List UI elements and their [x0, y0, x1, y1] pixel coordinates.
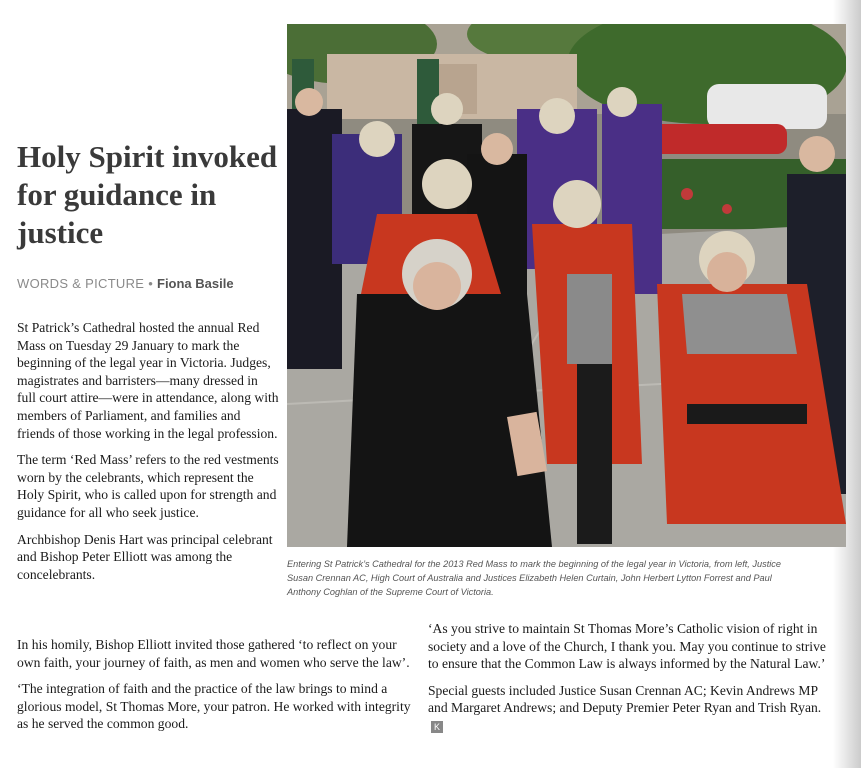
body-column-left — [17, 319, 279, 592]
article-headline: Holy Spirit invoked for guidance in justice — [17, 139, 278, 250]
body-paragraph — [428, 682, 828, 735]
body-paragraph: The term ‘Red Mass’ refers to the red vestments worn by the celebrants, which represent the Holy Spirit, who is called upon for strength and guidance for all who seek justice. — [17, 452, 279, 520]
photo-caption: Entering St Patrick’s Cathedral for the 2013 Red Mass to mark the beginning of the legal year in Victoria, from left, Justice Susan Crennan AC, High Court of Australia and Justices Elizabeth Helen Curtain, John Herbert Lytton Forrest and Paul Anthony Coghlan of the Supreme Court of Victoria. — [287, 559, 781, 597]
byline-label: WORDS & PICTURE — [17, 276, 145, 291]
byline-separator: • — [148, 276, 154, 291]
body-paragraph: ‘As you strive to maintain St Thomas More’s Catholic vision of right in society and a love of the Church, I thank you. May you continue to strive to ensure that the Common Law is always informed by the Natural Law.’ — [428, 621, 826, 672]
body-column-bottom-left — [17, 636, 412, 742]
body-paragraph: ‘The integration of faith and the practice of the law brings to mind a glorious model, St Thomas More, your patron. He worked with integrity as he served the common good. — [17, 681, 411, 732]
byline-author: Fiona Basile — [157, 276, 234, 291]
article-photo — [287, 24, 846, 547]
end-of-article-icon: K — [431, 721, 443, 733]
body-paragraph: St Patrick’s Cathedral hosted the annual Red Mass on Tuesday 29 January to mark the beginning of the legal year in Victoria. Judges, magistrates and barristers—many dressed in full court attire—were in attendance, along with members of Parliament, and families and friends of those working in the legal profession. — [17, 320, 279, 441]
procession-illustration — [287, 24, 846, 547]
body-column-bottom-right — [428, 620, 828, 744]
body-paragraph: In his homily, Bishop Elliott invited those gathered ‘to reflect on your own faith, your journey of faith, as men and women who serve the law’. — [17, 637, 410, 670]
body-paragraph: Archbishop Denis Hart was principal celebrant and Bishop Peter Elliott was among the concelebrants. — [17, 531, 273, 582]
article-byline — [17, 276, 287, 291]
body-paragraph-text: Special guests included Justice Susan Crennan AC; Kevin Andrews MP and Margaret Andrews; and Deputy Premier Peter Ryan and Trish Ryan. — [428, 682, 822, 716]
